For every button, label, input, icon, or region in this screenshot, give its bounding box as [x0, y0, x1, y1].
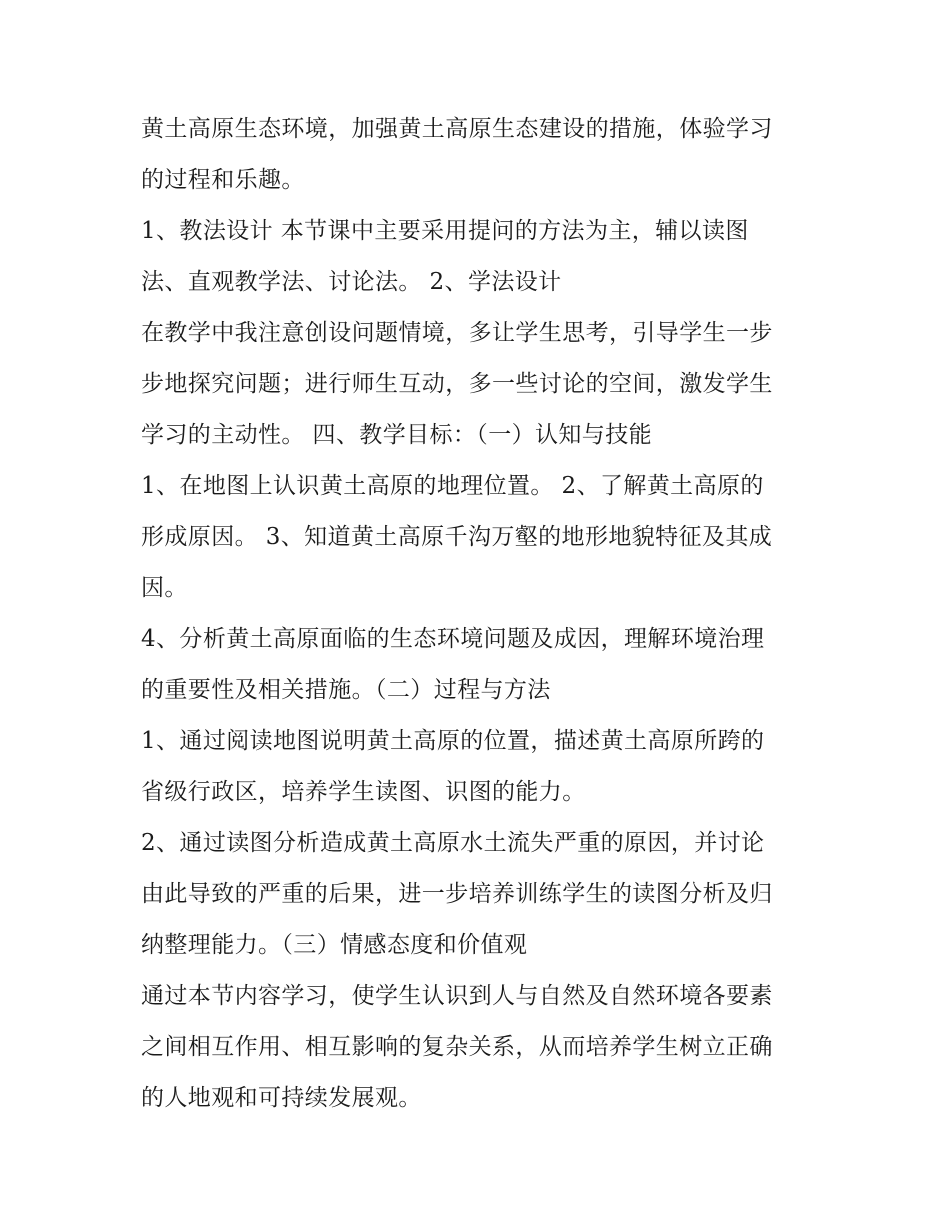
text-line: 通过本节内容学习，使学生认识到人与自然及自然环境各要素: [141, 983, 773, 1009]
text-line: 1、教法设计 本节课中主要采用提问的方法为主，辅以读图: [141, 218, 749, 244]
text-line: 黄土高原生态环境，加强黄土高原生态建设的措施，体验学习: [141, 116, 773, 142]
text-line: 4、分析黄土高原面临的生态环境问题及成因，理解环境治理: [141, 626, 765, 652]
text-line: 2、通过读图分析造成黄土高原水土流失严重的原因，并讨论: [141, 830, 765, 856]
text-line: 的过程和乐趣。: [141, 167, 305, 193]
text-line: 步地探究问题；进行师生互动，多一些讨论的空间，激发学生: [141, 371, 773, 397]
text-line: 由此导致的严重的后果，进一步培养训练学生的读图分析及归: [141, 881, 773, 907]
text-line: 的人地观和可持续发展观。: [141, 1085, 422, 1111]
text-line: 形成原因。 3、知道黄土高原千沟万壑的地形地貌特征及其成: [141, 524, 773, 550]
body-text: [141, 104, 831, 1124]
text-line: 法、直观教学法、讨论法。 2、学法设计: [141, 269, 562, 295]
text-line: 的重要性及相关措施。（二）过程与方法: [141, 677, 551, 703]
text-line: 1、在地图上认识黄土高原的地理位置。 2、了解黄土高原的: [141, 473, 764, 499]
text-line: 学习的主动性。 四、教学目标：（一）认知与技能: [141, 422, 653, 448]
text-line: 因。: [141, 575, 188, 601]
text-line: 在教学中我注意创设问题情境，多让学生思考，引导学生一步: [141, 320, 773, 346]
text-line: 1、通过阅读地图说明黄土高原的位置，描述黄土高原所跨的: [141, 728, 765, 754]
text-line: 之间相互作用、相互影响的复杂关系，从而培养学生树立正确: [141, 1034, 773, 1060]
text-line: 省级行政区，培养学生读图、识图的能力。: [141, 779, 586, 805]
text-line: 纳整理能力。（三）情感态度和价值观: [141, 932, 528, 958]
